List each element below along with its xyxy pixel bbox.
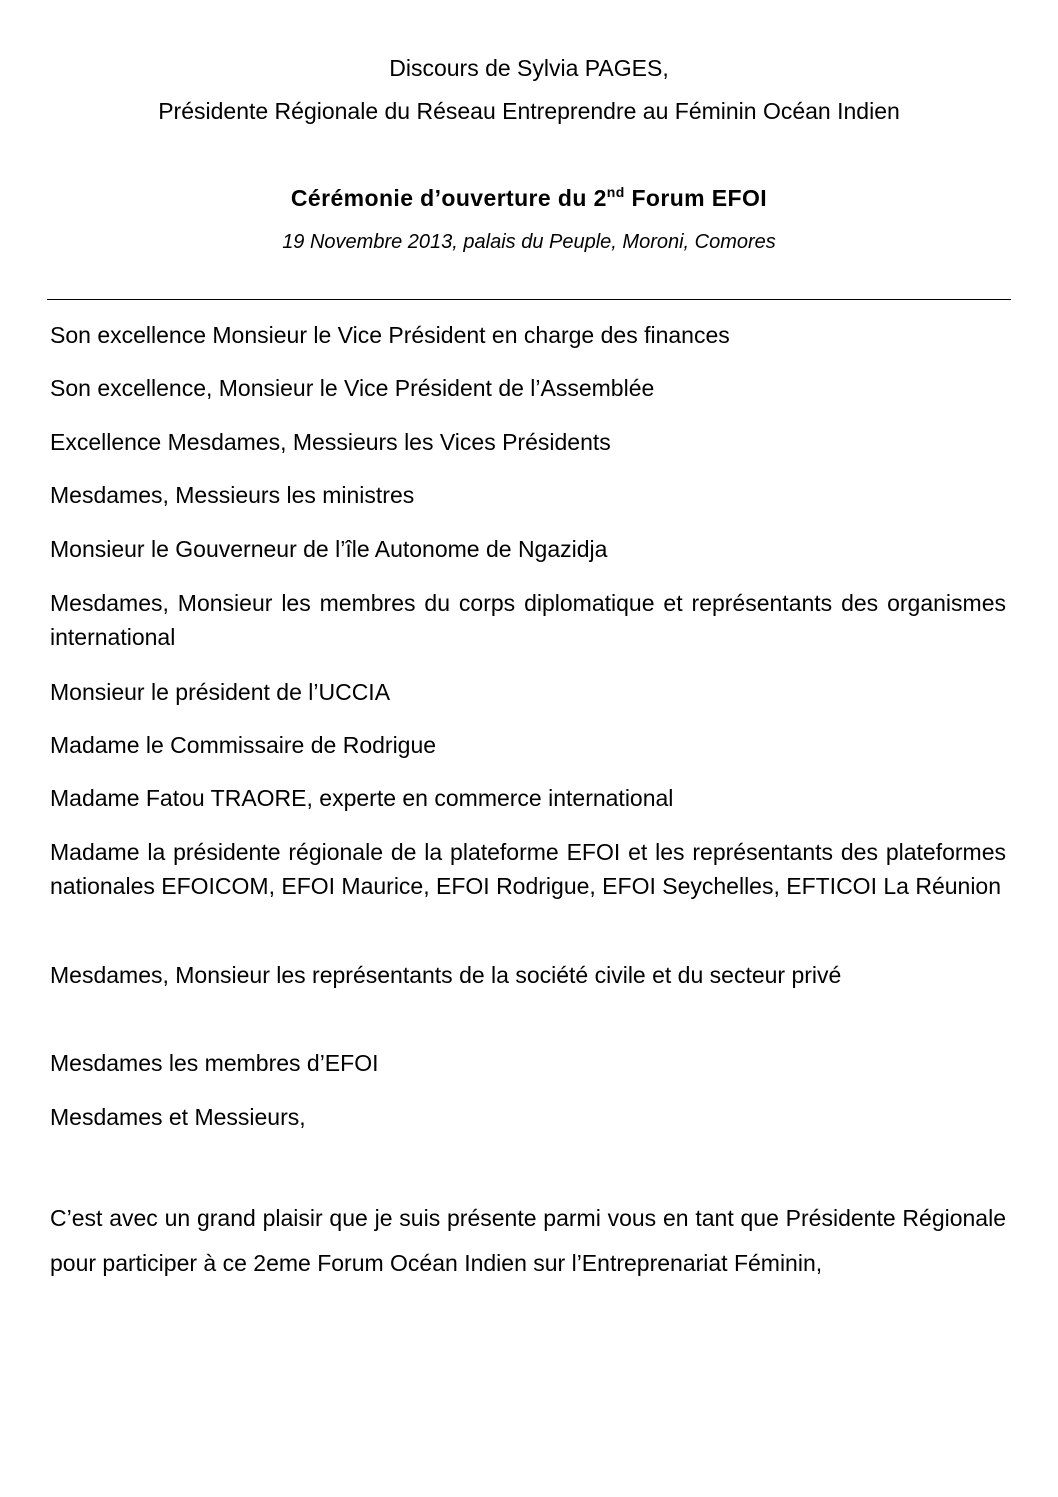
horizontal-rule — [47, 299, 1011, 300]
title-end: Forum EFOI — [624, 185, 768, 211]
date-place: 19 Novembre 2013, palais du Peuple, Moroni, Comores — [282, 231, 776, 253]
document-title — [0, 184, 1058, 212]
salutation-line: Excellence Mesdames, Messieurs les Vices Présidents — [50, 429, 611, 455]
salutation-line: Monsieur le président de l’UCCIA — [50, 679, 391, 705]
salutation-line: Mesdames les membres d’EFOI — [50, 1050, 379, 1076]
salutation-line: Mesdames, Messieurs les ministres — [50, 482, 415, 508]
salutation-line: Madame Fatou TRAORE, experte en commerce international — [50, 785, 674, 811]
speaker-line: Discours de Sylvia PAGES, — [389, 55, 669, 81]
salutation-line: Madame le Commissaire de Rodrigue — [50, 732, 437, 758]
salutation-line: Son excellence, Monsieur le Vice Président de l’Assemblée — [50, 375, 655, 401]
title-superscript: nd — [606, 184, 625, 200]
salutation-line: Son excellence Monsieur le Vice Président en charge des finances — [50, 322, 730, 348]
speech-opening-paragraph: C’est avec un grand plaisir que je suis présente parmi vous en tant que Présidente Régionale pour participer à ce 2eme Forum Océan Indien sur l’Entreprenariat Féminin, — [50, 1205, 1006, 1276]
salutation-line: Monsieur le Gouverneur de l’île Autonome de Ngazidja — [50, 536, 608, 562]
salutation-line: Mesdames, Monsieur les membres du corps diplomatique et représentants des organismes international — [50, 590, 1006, 650]
salutation-line: Mesdames et Messieurs, — [50, 1104, 306, 1130]
salutation-line: Madame la présidente régionale de la plateforme EFOI et les représentants des plateformes nationales EFOICOM, EFOI Maurice, EFOI Rodrigue, EFOI Seychelles, EFTICOI La Réunion — [50, 839, 1006, 899]
speaker-role: Présidente Régionale du Réseau Entreprendre au Féminin Océan Indien — [158, 98, 900, 124]
salutation-line: Mesdames, Monsieur les représentants de la société civile et du secteur privé — [50, 962, 842, 988]
title-main: Cérémonie d’ouverture du 2 — [290, 185, 607, 211]
